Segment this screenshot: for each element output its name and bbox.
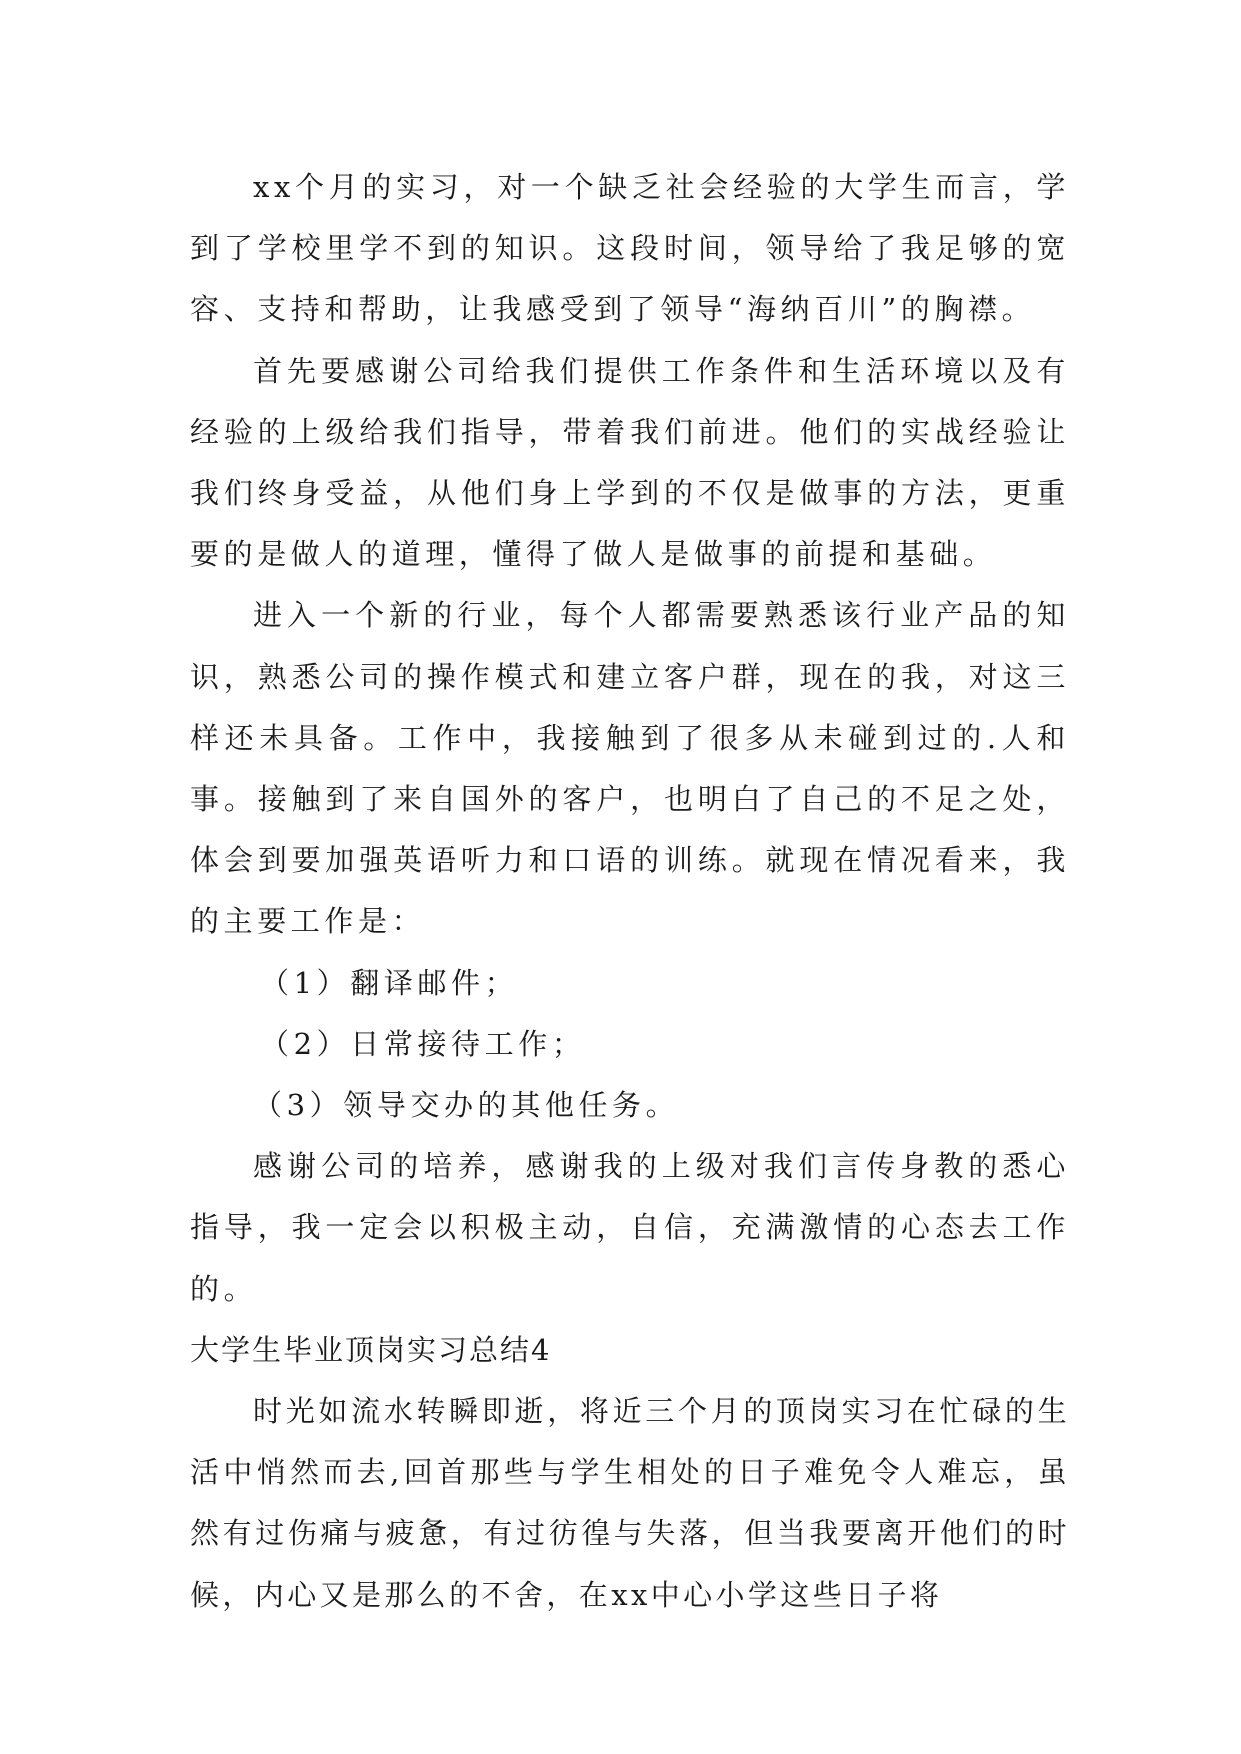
- paragraph-new-industry: 进入一个新的行业，每个人都需要熟悉该行业产品的知识，熟悉公司的操作模式和建立客户群，现在的我，对这三样还未具备。工作中，我接触到了很多从未碰到过的.人和事。接触到了来自国外的客户，也明白了自己的不足之处，体会到要加强英语听力和口语的训练。就现在情况看来，我的主要工作是：: [190, 598, 1070, 939]
- list-item-daily-reception: （2）日常接待工作；: [260, 1026, 586, 1061]
- paragraph-gratitude: 感谢公司的培养，感谢我的上级对我们言传身教的悉心指导，我一定会以积极主动，自信，充满激情的心态去工作的。: [190, 1149, 1070, 1306]
- section-title: 大学生毕业顶岗实习总结4: [190, 1332, 552, 1367]
- paragraph-internship-intro: xx个月的实习，对一个缺乏社会经验的大学生而言，学到了学校里学不到的知识。这段时间，领导给了我足够的宽容、支持和帮助，让我感受到了领导“海纳百川”的胸襟。: [190, 170, 1070, 327]
- paragraph-time-flies: 时光如流水转瞬即逝，将近三个月的顶岗实习在忙碌的生活中悄然而去,回首那些与学生相处的日子难免令人难忘，虽然有过伤痛与疲惫，有过彷徨与失落，但当我要离开他们的时候，内心又是那么的不舍，在xx中心小学这些日子将: [190, 1394, 1070, 1612]
- paragraph-thanks-company: 首先要感谢公司给我们提供工作条件和生活环境以及有经验的上级给我们指导，带着我们前进。他们的实战经验让我们终身受益，从他们身上学到的不仅是做事的方法，更重要的是做人的道理，懂得了做人是做事的前提和基础。: [190, 353, 1070, 572]
- document-body: [190, 157, 1070, 1626]
- list-item-other-tasks: （3）领导交办的其他任务。: [253, 1088, 680, 1123]
- list-item-translate-email: （1）翻译邮件；: [260, 965, 519, 1000]
